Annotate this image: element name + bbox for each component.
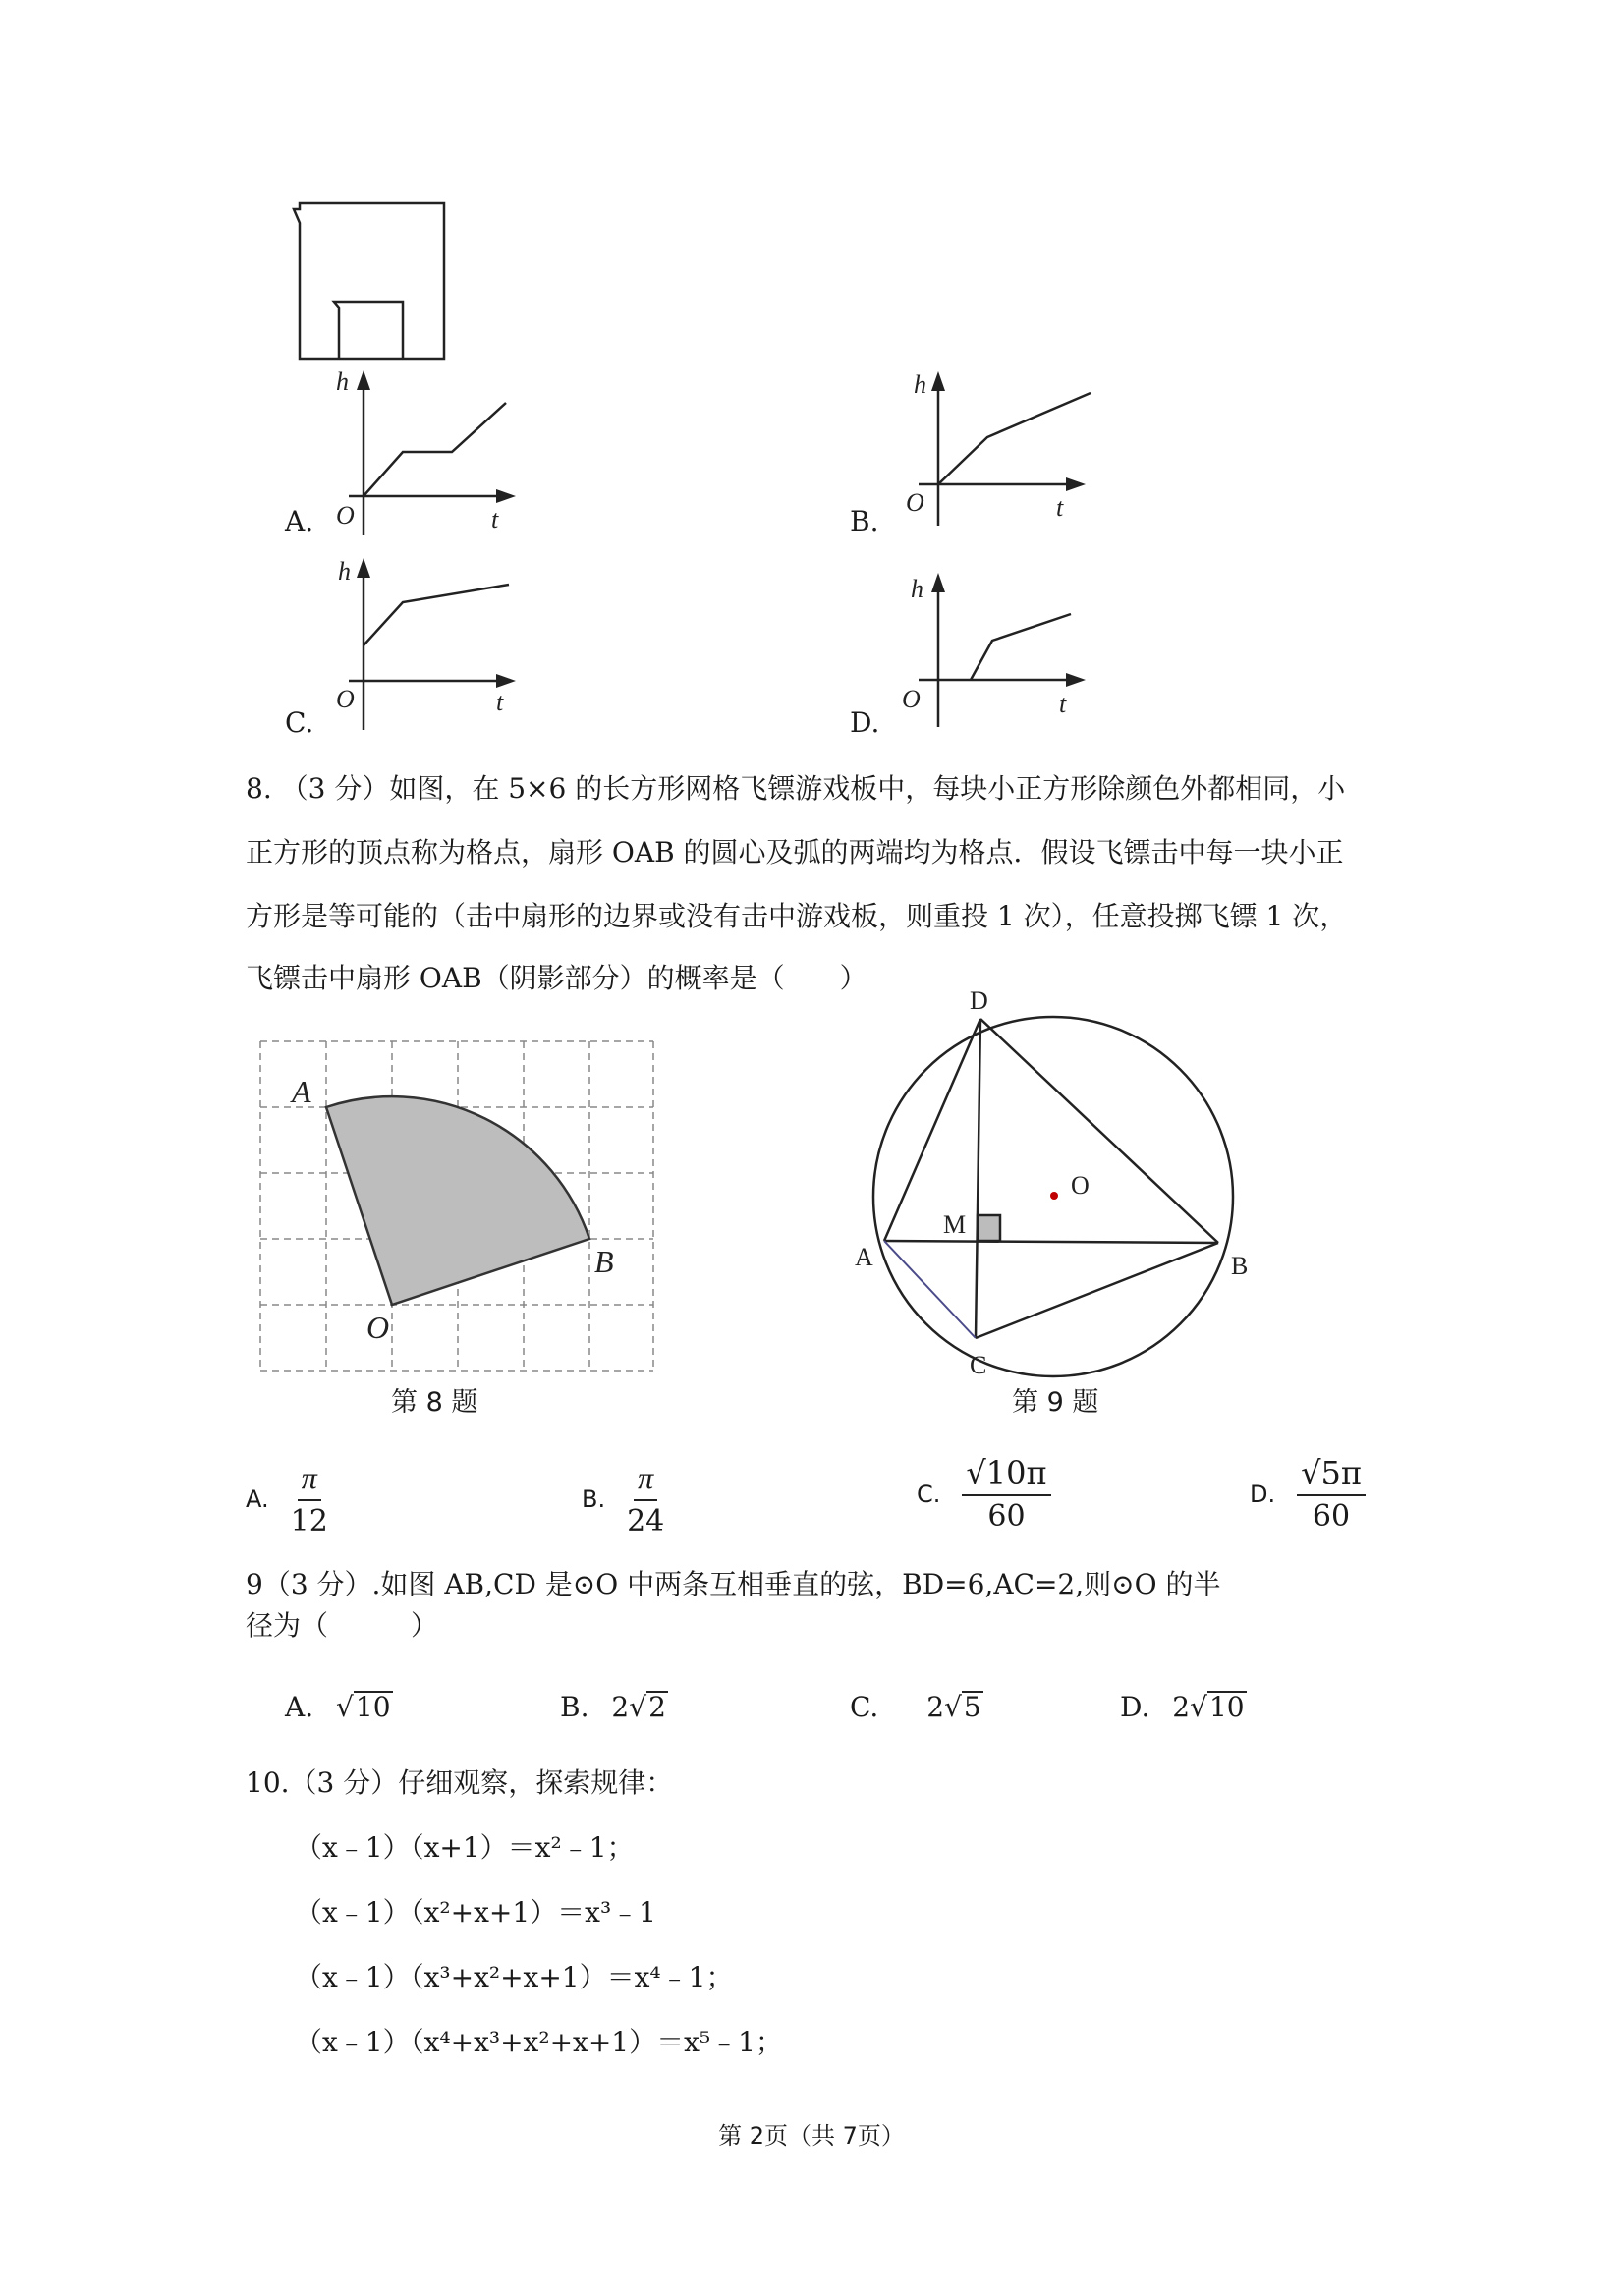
q8-option-a-fraction	[291, 1459, 328, 1540]
q9-label-a: A	[855, 1243, 873, 1271]
q8-figure-caption: 第 8 题	[391, 1387, 478, 1418]
q8-option-b-label: B.	[582, 1485, 606, 1513]
q9-option-b-label: B.	[560, 1691, 589, 1723]
q9-label-d: D	[970, 986, 988, 1015]
q9-option-d-value: 2√10	[1172, 1691, 1245, 1723]
q9-option-c-value: 2√5	[926, 1691, 981, 1723]
q9-option-c-label: C.	[850, 1691, 879, 1723]
q7-graph-c	[324, 555, 521, 732]
q8-option-d-den: 60	[1312, 1499, 1351, 1534]
q8-stem-line-2: 正方形的顶点称为格点，扇形 OAB 的圆心及弧的两端均为格点．假设飞镖击中每一块小正	[246, 836, 1344, 868]
q8-label-o: O	[366, 1310, 390, 1345]
q9-option-d-label: D.	[1120, 1691, 1150, 1723]
q8-option-a-label: A.	[246, 1485, 269, 1513]
q9-option-d[interactable]	[1120, 1690, 1247, 1725]
q7-b-origin: O	[906, 488, 924, 517]
q9-center-dot	[1050, 1192, 1058, 1200]
q10-title: 10.（3 分）仔细观察，探索规律：	[246, 1766, 674, 1799]
q10-eq-2: （x﹣1）（x²+x+1）＝x³﹣1	[295, 1896, 656, 1929]
q9-stem-line-2: 径为（ ）	[246, 1609, 439, 1642]
q7-c-origin: O	[336, 685, 355, 713]
q8-option-c-fraction	[962, 1454, 1050, 1535]
q7-b-axis-h: h	[914, 370, 926, 399]
container-figure	[290, 201, 457, 364]
q8-option-b-fraction	[627, 1459, 664, 1540]
q8-option-d-fraction	[1297, 1454, 1366, 1535]
q8-option-b-den: 24	[627, 1504, 665, 1539]
q8-option-c-num: √10π	[962, 1454, 1050, 1496]
q7-b-axis-t: t	[1056, 493, 1064, 522]
q8-option-d[interactable]	[1250, 1454, 1366, 1535]
q8-option-c-den: 60	[987, 1499, 1026, 1534]
q8-option-a[interactable]	[246, 1459, 328, 1540]
q10-eq-1: （x﹣1）（x+1）＝x²﹣1；	[295, 1831, 635, 1864]
q8-option-d-label: D.	[1250, 1481, 1276, 1508]
q9-right-angle-mark	[978, 1215, 1000, 1241]
q8-option-c[interactable]	[917, 1454, 1051, 1535]
q9-label-o: O	[1071, 1171, 1090, 1200]
q8-option-d-num: √5π	[1297, 1454, 1366, 1496]
q8-option-b[interactable]	[582, 1459, 664, 1540]
q7-option-b-label[interactable]: B.	[850, 505, 879, 537]
q8-stem-line-3: 方形是等可能的（击中扇形的边界或没有击中游戏板，则重投 1 次），任意投掷飞镖 1 次，	[246, 900, 1348, 932]
page-footer: 第 2页（共 7页）	[718, 2122, 905, 2150]
q9-label-b: B	[1231, 1252, 1249, 1280]
q8-option-b-num: π	[634, 1459, 657, 1501]
q8-stem-line-4: 飞镖击中扇形 OAB（阴影部分）的概率是（ ）	[246, 962, 867, 994]
q7-a-origin: O	[336, 501, 355, 530]
q7-option-d-label[interactable]: D.	[850, 706, 880, 739]
q8-option-a-den: 12	[290, 1504, 328, 1539]
q7-c-axis-h: h	[338, 557, 351, 586]
q7-a-axis-t: t	[491, 505, 499, 533]
q10-eq-3: （x﹣1）（x³+x²+x+1）＝x⁴﹣1；	[295, 1961, 734, 1993]
q7-a-axis-h: h	[336, 368, 349, 396]
q8-stem-line-1: 8. （3 分）如图，在 5×6 的长方形网格飞镖游戏板中，每块小正方形除颜色外都相同，小	[246, 772, 1346, 805]
q7-c-axis-t: t	[496, 688, 504, 716]
q7-graph-b	[894, 368, 1105, 526]
q9-option-c[interactable]	[850, 1690, 983, 1725]
q9-figure-caption: 第 9 题	[1012, 1387, 1099, 1418]
q9-option-a-value: √10	[336, 1691, 391, 1723]
q7-graph-a	[324, 368, 521, 540]
q8-option-a-num: π	[298, 1459, 321, 1501]
q9-label-c: C	[970, 1351, 987, 1379]
q9-option-b-value: 2√2	[611, 1691, 666, 1723]
q8-option-c-label: C.	[917, 1481, 941, 1508]
q7-d-axis-h: h	[911, 575, 923, 603]
q9-circle-figure	[850, 958, 1262, 1390]
q7-option-a-label[interactable]: A.	[285, 505, 314, 537]
q7-option-c-label[interactable]: C.	[285, 706, 314, 739]
q9-option-a-label: A.	[285, 1691, 314, 1723]
q10-eq-4: （x﹣1）（x⁴+x³+x²+x+1）＝x⁵﹣1；	[295, 2026, 783, 2058]
q8-dartboard-figure	[251, 1032, 663, 1375]
q7-graph-d	[894, 570, 1105, 727]
q7-d-origin: O	[902, 685, 921, 713]
q8-label-a: A	[292, 1074, 311, 1109]
q7-d-axis-t: t	[1059, 690, 1067, 718]
q9-stem-line-1: 9（3 分）.如图 AB,CD 是⊙O 中两条互相垂直的弦，BD=6,AC=2,则⊙O 的半	[246, 1568, 1221, 1600]
q8-label-b: B	[594, 1244, 614, 1279]
q9-label-m: M	[943, 1210, 967, 1239]
q9-option-a[interactable]	[285, 1690, 393, 1725]
q8-sector-oab	[326, 1096, 589, 1305]
q9-option-b[interactable]	[560, 1690, 668, 1725]
